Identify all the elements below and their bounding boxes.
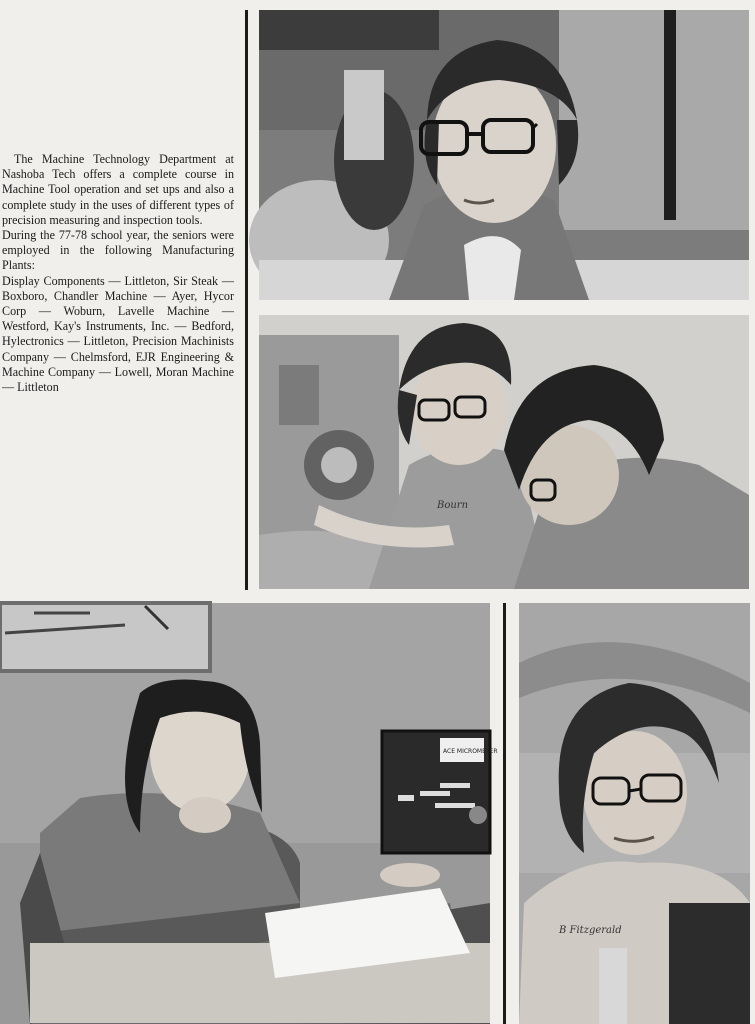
paragraph-plants: Display Components — Littleton, Sir Steak — Boxboro, Chandler Machine — Ayer, Hycor Corp — Woburn, Lavelle Machine — Westford, Kay's Instruments, Inc. — Bedford, Hylectronics — Littleton, Precision Machinists Company — Chelmsford, EJR Engineering & Machine Company — Lowell, Moran Machine — Littleton bbox=[2, 273, 234, 395]
shirt-name-label: B Fitzgerald bbox=[559, 925, 622, 936]
article-text bbox=[2, 152, 234, 395]
vertical-divider-bottom bbox=[503, 603, 506, 1024]
photo-student-reading-at-desk bbox=[0, 603, 498, 1024]
shirt-name-label: Bourn bbox=[437, 500, 469, 511]
paragraph-employment: During the 77-78 school year, the seniors were employed in the following Manufacturing Plants: bbox=[2, 228, 234, 273]
vertical-divider-top bbox=[245, 10, 248, 590]
board-label: ACE MICROMETER bbox=[443, 748, 498, 755]
photo-two-students-at-lathe bbox=[259, 315, 749, 589]
photo-student-with-glasses-at-drill bbox=[519, 603, 750, 1024]
paragraph-intro: The Machine Technology Department at Nashoba Tech offers a complete course in Machine Tool operation and set ups and also a complete study in the uses of different types of precision measuring and inspection tools. bbox=[2, 152, 234, 227]
photo-student-with-glasses-at-machine bbox=[259, 10, 749, 300]
